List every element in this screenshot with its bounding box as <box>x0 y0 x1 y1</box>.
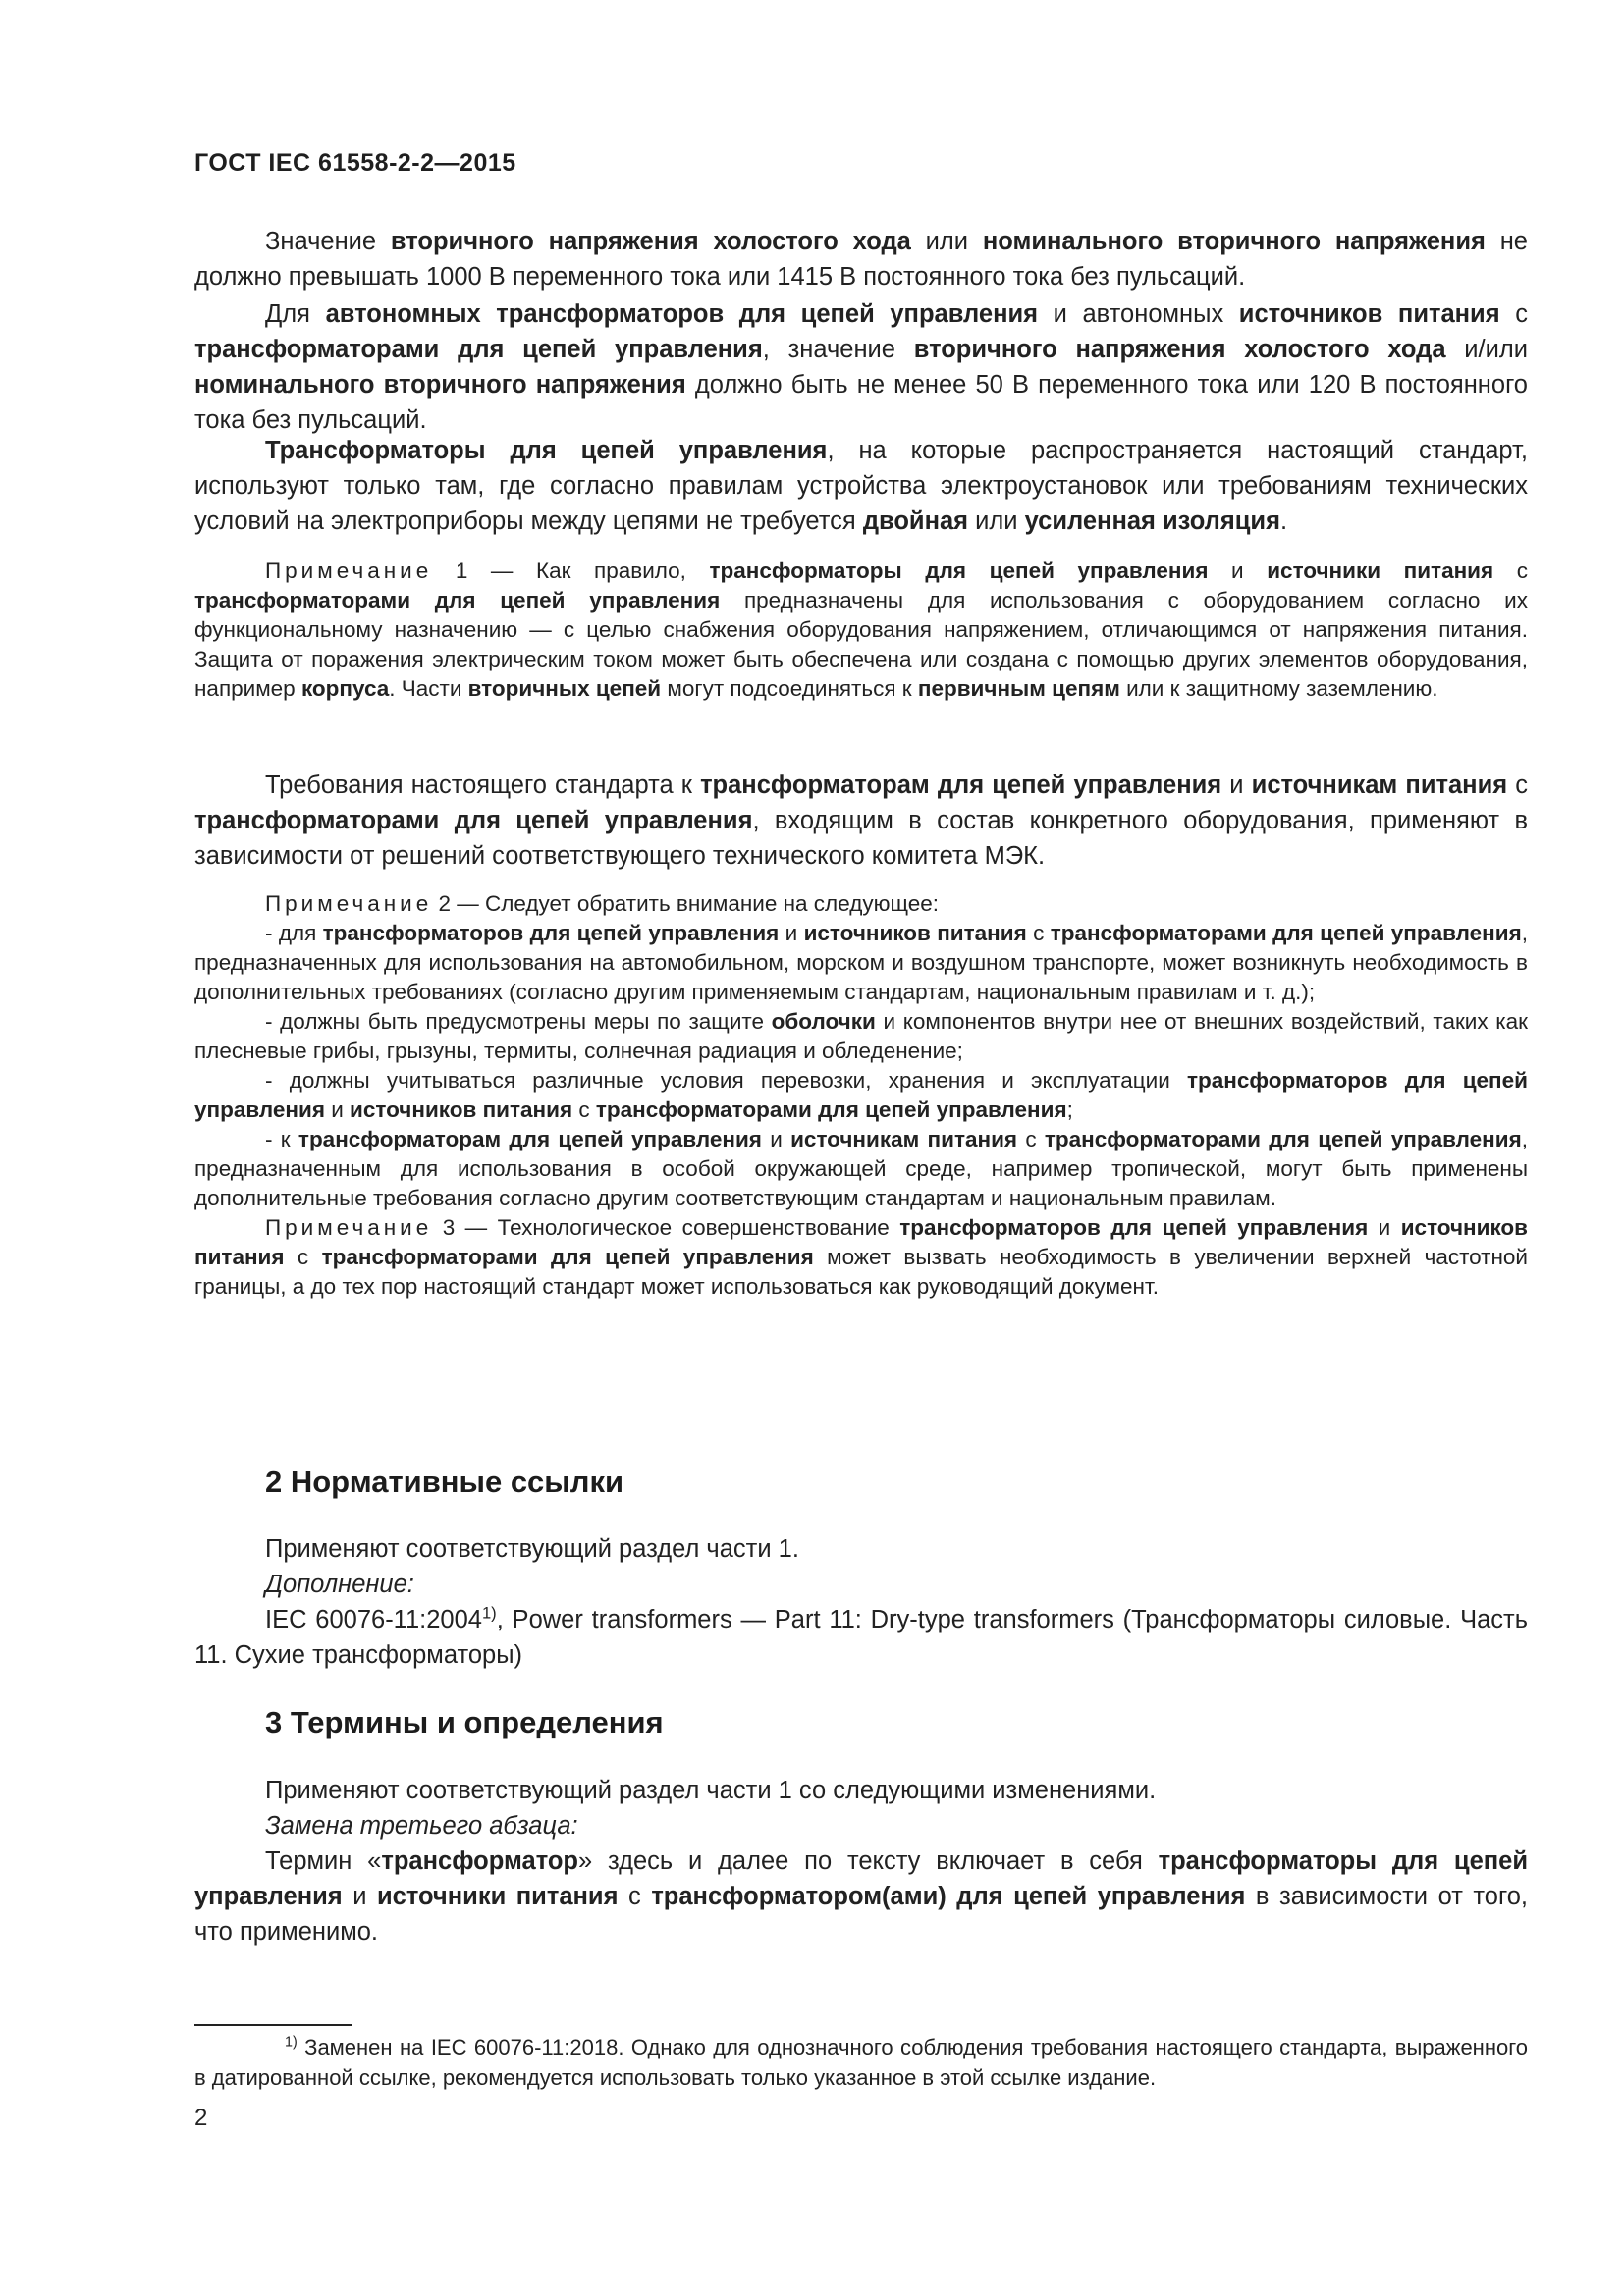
note-3: Примечание 3 — Технологическое совершенствование трансформаторов для цепей управления и источников питания с трансформаторами для цепей управления может вызвать необходимость в увеличении верхней частотной границы, а до тех пор настоящий стандарт может использоваться как руководящий документ. <box>194 1215 1528 1299</box>
document-header: ГОСТ IEC 61558-2-2—2015 <box>194 149 516 177</box>
paragraph-requirements: Требования настоящего стандарта к трансформаторам для цепей управления и источникам питания с трансформаторами для цепей управления, входящим в состав конкретного оборудования, применяют в зависимости от решений соответствующего технического комитета МЭК. <box>194 772 1528 870</box>
note-2-item-1: - для трансформаторов для цепей управления и источников питания с трансформаторами для цепей управления, предназначенных для использования на автомобильном, морском и воздушном транспорте, может возникнуть необходимость в дополнительных требованиях (согласно другим применяемым стандартам, национальным правилам и т. д.); <box>194 921 1528 1004</box>
section-2-body: Применяют соответствующий раздел части 1. Дополнение: IEC 60076-11:2004$^{1)}$, Power transformers — Part 11: Dry-type transformers (Трансформаторы силовые. Часть 11. Сухие трансформаторы) <box>194 1535 1528 1669</box>
footnote: $^{1)}$ Заменен на IEC 60076-11:2018. Однако для однозначного соблюдения требования настоящего стандарта, выраженного в датированной ссылке, рекомендуется использовать только указанное в этой ссылке издание. <box>194 2034 1528 2090</box>
note-2: Примечание 2 — Следует обратить внимание на следующее: - для трансформаторов для цепей управления и источников питания с трансформаторами для цепей управления, предназначенных для использования на автомобильном, морском и воздушном транспорте, может возникнуть необходимость в дополнительных требованиях (согласно другим применяемым стандартам, национальным правилам и т. д.); - должны быть предусмотрены меры по защите оболочки и компонентов внутри нее от внешних воздействий, таких как плесневые грибы, грызуны, термиты, солнечная радиация и обледенение; - должны учитываться различные условия перевозки, хранения и эксплуатации трансформаторов для цепей управления и источников питания с трансформаторами для цепей управления; - к трансформаторам для цепей управления и источникам питания с трансформаторами для цепей управления, предназначенным для использования в особой окружающей среде, например тропической, могут быть применены дополнительные требования согласно другим соответствующим стандартам и национальным правилам. Примечание 3 — Технологическое совершенствование трансформаторов для цепей управления и источников питания с трансформаторами для цепей управления может вызвать необходимость в увеличении верхней частотной границы, а до тех пор настоящий стандарт может использоваться как руководящий документ. <box>194 889 1528 1302</box>
section-3-heading: 3 Термины и определения <box>265 1705 664 1739</box>
note-1: Примечание 1 — Как правило, трансформаторы для цепей управления и источники питания с трансформаторами для цепей управления предназначены для использования с оборудованием согласно их функциональному назначению — с целью снабжения оборудования напряжением, отличающимся от напряжения питания. Защита от поражения электрическим током может быть обеспечена или создана с помощью других элементов оборудования, например корпуса. Части вторичных цепей могут подсоединяться к первичным цепям или к защитному заземлению. <box>194 559 1529 701</box>
note-2-item-3: - должны учитываться различные условия перевозки, хранения и эксплуатации трансформаторов для цепей управления и источников питания с трансформаторами для цепей управления; <box>194 1068 1528 1122</box>
paragraph-scope-usage: Трансформаторы для цепей управления, на которые распространяется настоящий стандарт, используют только там, где согласно правилам устройства электроустановок или требованиям технических условий на электроприборы между цепями не требуется двойная или усиленная изоляция. <box>194 437 1528 535</box>
section-3-body: Применяют соответствующий раздел части 1 со следующими изменениями. Замена третьего абзаца: Термин «трансформатор» здесь и далее по тексту включает в себя трансформаторы для цепей управления и источники питания с трансформатором(ами) для цепей управления в зависимости от того, что применимо. <box>194 1777 1529 1946</box>
section-2-heading: 2 Нормативные ссылки <box>265 1465 624 1499</box>
footnote-divider <box>194 2024 352 2026</box>
paragraph-open-circuit-voltage: Значение вторичного напряжения холостого хода или номинального вторичного напряжения не должно превышать 1000 В переменного тока или 1415 В постоянного тока без пульсаций. <box>194 228 1528 291</box>
page-number: 2 <box>194 2105 208 2131</box>
note-2-item-2: - должны быть предусмотрены меры по защите оболочки и компонентов внутри нее от внешних воздействий, таких как плесневые грибы, грызуны, термиты, солнечная радиация и обледенение; <box>194 1009 1529 1063</box>
paragraph-autonomous-transformers: Для автономных трансформаторов для цепей управления и автономных источников питания с трансформаторами для цепей управления, значение вторичного напряжения холостого хода и/или номинального вторичного напряжения должно быть не менее 50 В переменного тока или 120 В постоянного тока без пульсаций. <box>194 300 1528 434</box>
note-2-item-4: - к трансформаторам для цепей управления и источникам питания с трансформаторами для цепей управления, предназначенным для использования в особой окружающей среде, например тропической, могут быть применены дополнительные требования согласно другим соответствующим стандартам и национальным правилам. <box>194 1127 1528 1210</box>
